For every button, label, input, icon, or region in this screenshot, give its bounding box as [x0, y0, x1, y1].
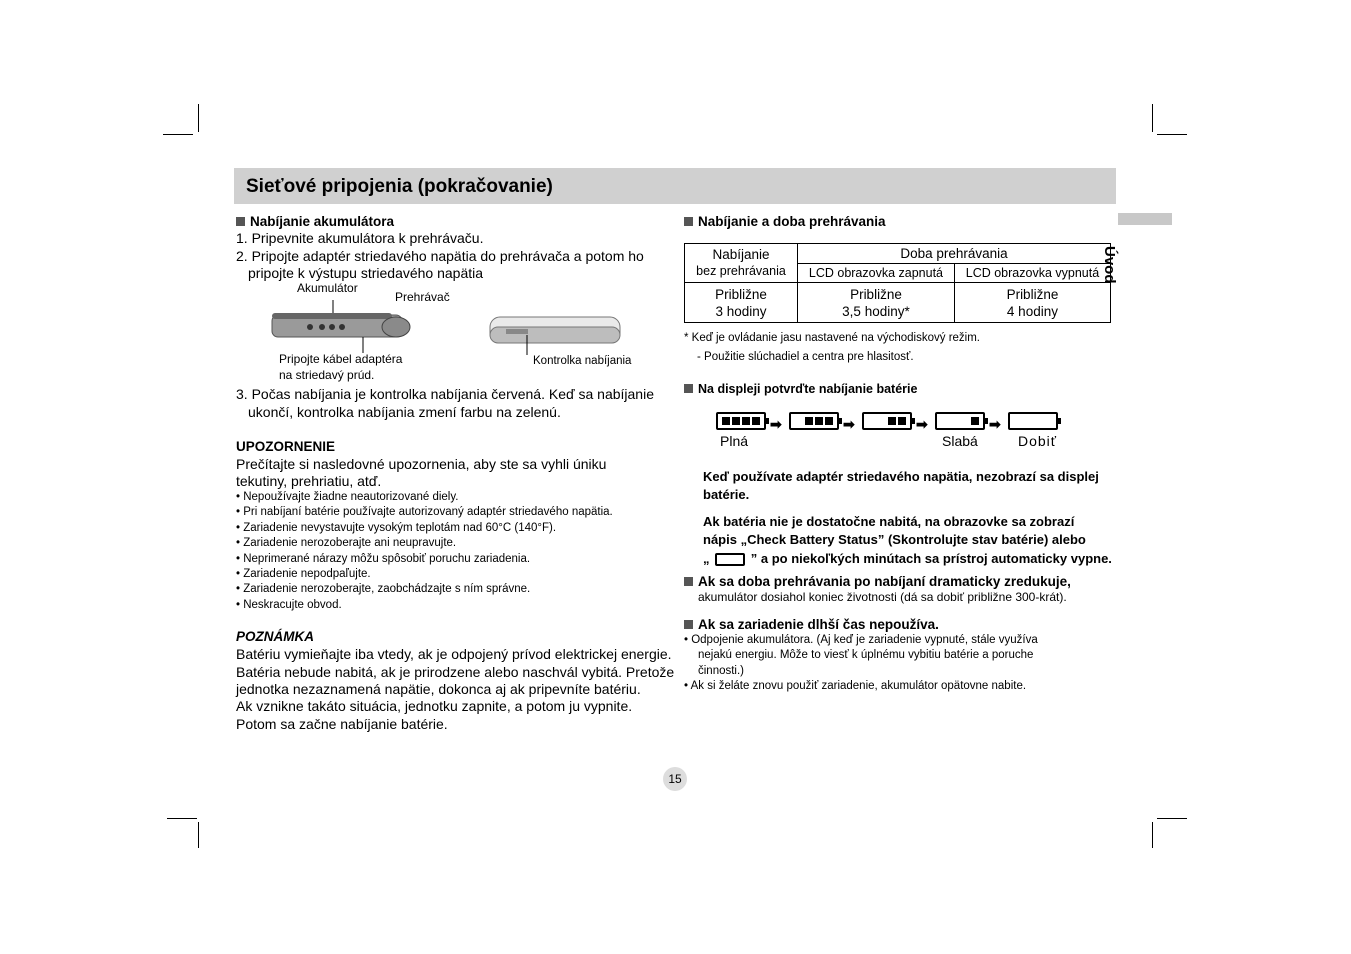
warning-item: • Nepoužívajte žiadne neautorizované diely. — [236, 491, 459, 503]
unused-bullet-cont: činnosti.) — [698, 665, 745, 677]
crop-mark — [198, 104, 199, 132]
unused-bullet-cont: nejakú energiu. Môže to viesť k úplnému vybitiu batérie a poruche — [698, 649, 1034, 661]
note-line: Potom sa začne nabíjanie batérie. — [236, 716, 448, 732]
footnote-2: - Použitie slúchadiel a centra pre hlasitosť. — [697, 351, 914, 363]
warning-intro-cont: tekutiny, prehriatiu, atď. — [236, 473, 382, 489]
warning-intro: Prečítajte si nasledovné upozornenia, aby ste sa vyhli úniku — [236, 456, 607, 472]
square-bullet-icon — [684, 217, 693, 226]
reduce-heading: Ak sa doba prehrávania po nabíjaní dramaticky zredukuje, — [684, 574, 1071, 589]
warning-heading: UPOZORNENIE — [236, 439, 336, 454]
table-cell-lcd-on: Približne 3,5 hodiny* — [798, 283, 955, 323]
display-heading: Na displeji potvrďte nabíjanie batérie — [684, 382, 917, 396]
arrow-right-icon: ➡ — [916, 416, 928, 432]
unused-bullet: • Ak si želáte znovu použiť zariadenie, akumulátor opätovne nabite. — [684, 680, 1027, 692]
battery-charge-label: Dobiť — [1018, 433, 1058, 449]
table-cell-charge: Približne 3 hodiny — [685, 283, 798, 323]
square-bullet-icon — [684, 620, 693, 629]
arrow-right-icon: ➡ — [843, 416, 855, 432]
step-1: 1. Pripevnite akumulátora k prehrávaču. — [236, 230, 484, 246]
table-header-charging: Nabíjanie bez prehrávania — [685, 244, 798, 283]
arrow-right-icon: ➡ — [989, 416, 1001, 432]
crop-mark — [1157, 818, 1187, 819]
low-battery-note-cont2: „ ” a po niekoľkých minútach sa prístroj automaticky vypne. — [703, 551, 1112, 566]
battery-three-quarter-icon — [789, 412, 839, 430]
table-cell-lcd-off: Približne 4 hodiny — [954, 283, 1110, 323]
label-indicator: Kontrolka nabíjania — [533, 355, 632, 367]
crop-mark — [198, 822, 199, 848]
side-tab-label: Úvod — [1101, 246, 1118, 284]
label-cable-cont: na striedavý prúd. — [279, 368, 375, 382]
low-battery-note: Ak batéria nie je dostatočne nabitá, na obrazovke sa zobrazí — [703, 514, 1075, 529]
reduce-text: akumulátor dosiahol koniec životnosti (dá sa dobiť približne 300-krát). — [698, 590, 1067, 604]
page-number: 15 — [663, 767, 687, 791]
low-battery-note-cont: nápis „Check Battery Status” (Skontrolujte stav batérie) alebo — [703, 532, 1086, 547]
battery-empty-icon — [1008, 412, 1058, 430]
note-line: Ak vznikne takáto situácia, jednotku zapnite, a potom ju vypnite. — [236, 698, 633, 714]
warning-item: • Pri nabíjaní batérie používajte autorizovaný adaptér striedavého napätia. — [236, 506, 613, 518]
battery-empty-small-icon — [715, 553, 745, 566]
warning-item: • Zariadenie nepodpaľujte. — [236, 568, 371, 580]
crop-mark — [1157, 134, 1187, 135]
table-header-playback: Doba prehrávania — [798, 244, 1111, 264]
label-player: Prehrávač — [395, 290, 450, 304]
page-title: Sieťové pripojenia (pokračovanie) — [246, 176, 553, 197]
battery-low-icon — [935, 412, 985, 430]
warning-item: • Neskracujte obvod. — [236, 599, 342, 611]
player-illustration — [268, 295, 638, 355]
battery-weak-label: Slabá — [942, 433, 978, 449]
playback-table — [684, 243, 1111, 323]
label-cable: Pripojte kábel adaptéra — [279, 352, 403, 366]
note-line: Batéria nebude nabitá, ak je prirodzene alebo naschvál vybitá. Pretože — [236, 664, 675, 680]
step-3-cont: ukončí, kontrolka nabíjania zmení farbu na zelenú. — [248, 404, 561, 420]
warning-item: • Zariadenie nerozoberajte, zaobchádzajte s ním správne. — [236, 583, 531, 595]
square-bullet-icon — [684, 384, 693, 393]
playback-heading: Nabíjanie a doba prehrávania — [684, 214, 886, 229]
unused-bullet: • Odpojenie akumulátora. (Aj keď je zariadenie vypnuté, stále využíva — [684, 634, 1038, 646]
warning-item: • Zariadenie nevystavujte vysokým teplotám nad 60°C (140°F). — [236, 522, 557, 534]
note-line: jednotka nezaznamená napätie, dokonca aj ak pripevníte batériu. — [236, 681, 641, 697]
crop-mark — [1152, 822, 1153, 848]
battery-full-label: Plná — [720, 433, 749, 449]
table-header-lcd-off: LCD obrazovka vypnutá — [954, 264, 1110, 283]
battery-half-icon — [862, 412, 912, 430]
table-header-lcd-on: LCD obrazovka zapnutá — [798, 264, 955, 283]
adapter-note: Keď používate adaptér striedavého napätia, nezobrazí sa displej — [703, 469, 1099, 484]
unused-heading: Ak sa zariadenie dlhší čas nepoužíva. — [684, 617, 939, 632]
arrow-right-icon: ➡ — [770, 416, 782, 432]
note-heading: POZNÁMKA — [236, 629, 314, 644]
warning-item: • Neprimerané nárazy môžu spôsobiť poruchu zariadenia. — [236, 553, 531, 565]
note-line: Batériu vymieňajte iba vtedy, ak je odpojený prívod elektrickej energie. — [236, 646, 672, 662]
square-bullet-icon — [236, 217, 245, 226]
crop-mark — [163, 134, 193, 135]
step-2-cont: pripojte k výstupu striedavého napätia — [248, 265, 484, 281]
adapter-note-cont: batérie. — [703, 487, 750, 502]
step-3: 3. Počas nabíjania je kontrolka nabíjania červená. Keď sa nabíjanie — [236, 386, 654, 402]
section-header — [234, 168, 1116, 204]
charging-heading: Nabíjanie akumulátora — [236, 214, 394, 229]
label-battery: Akumulátor — [297, 281, 358, 295]
warning-item: • Zariadenie nerozoberajte ani neupravujte. — [236, 537, 457, 549]
crop-mark — [1152, 104, 1153, 132]
crop-mark — [167, 818, 197, 819]
square-bullet-icon — [684, 577, 693, 586]
side-tab — [1118, 213, 1172, 225]
footnote: * Keď je ovládanie jasu nastavené na východiskový režim. — [684, 332, 981, 344]
battery-full-icon — [716, 412, 766, 430]
step-2: 2. Pripojte adaptér striedavého napätia do prehrávača a potom ho — [236, 248, 644, 264]
